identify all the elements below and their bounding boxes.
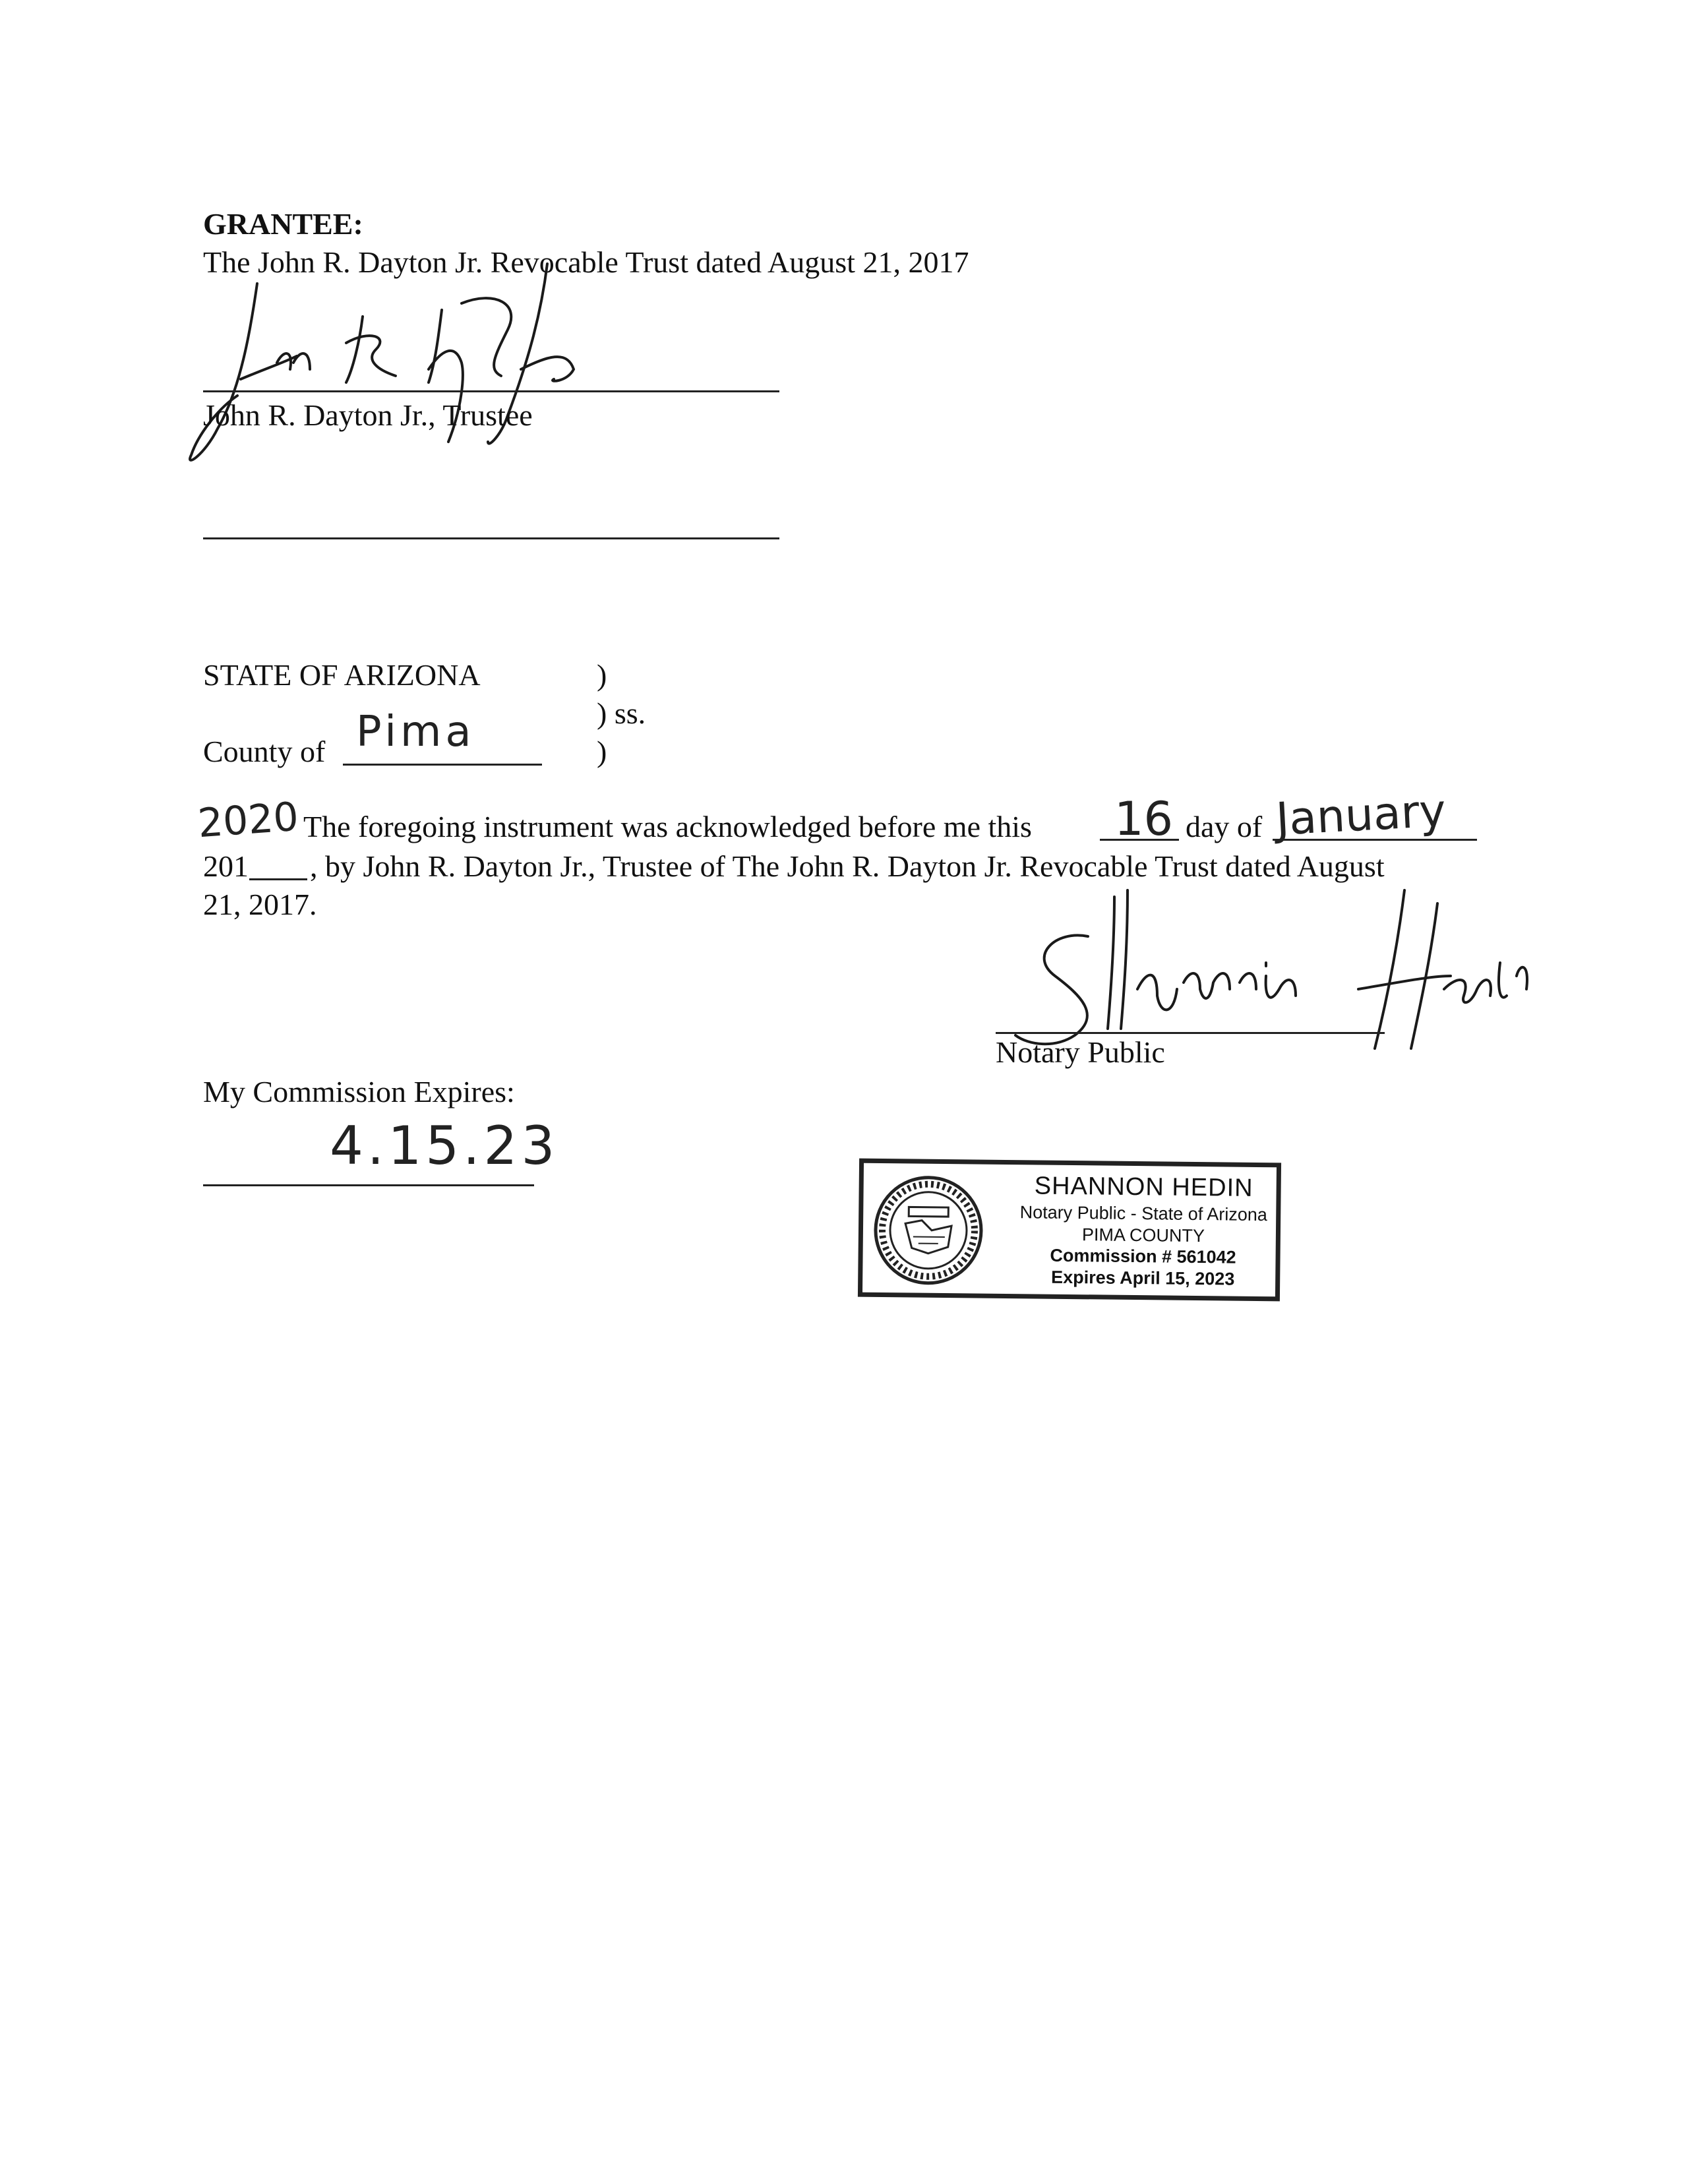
grantee-signature-line xyxy=(203,390,779,392)
venue-ss: ) ss. xyxy=(597,696,646,730)
notary-public-label: Notary Public xyxy=(996,1035,1165,1069)
venue-paren-3: ) xyxy=(597,735,607,768)
state-label: STATE OF ARIZONA xyxy=(203,658,481,692)
venue-paren-1: ) xyxy=(597,658,607,692)
ack-month-line xyxy=(1273,839,1477,841)
commission-label: My Commission Expires: xyxy=(203,1075,515,1108)
grantee-signatory-name: John R. Dayton Jr., Trustee xyxy=(203,398,533,432)
commission-line xyxy=(203,1184,534,1186)
grantee-signature xyxy=(178,264,719,481)
ack-text-1: The foregoing instrument was acknowledged before me this xyxy=(303,810,1032,843)
county-handwritten: Pima xyxy=(356,708,475,756)
ack-day-handwritten: 16 xyxy=(1114,792,1174,846)
ack-month-handwritten: January xyxy=(1275,785,1447,846)
ack-day-line xyxy=(1100,839,1179,841)
notary-stamp xyxy=(858,1159,1281,1302)
stamp-line-1: Notary Public - State of Arizona xyxy=(1019,1201,1268,1225)
stamp-line-4: Expires April 15, 2023 xyxy=(1050,1267,1235,1290)
commission-handwritten: 4.15.23 xyxy=(330,1115,559,1176)
stamp-line-2: PIMA COUNTY xyxy=(1081,1224,1205,1246)
ack-year-handwritten: 2020 xyxy=(196,793,300,847)
grantee-trust-line: The John R. Dayton Jr. Revocable Trust dated August 21, 2017 xyxy=(203,245,969,279)
ack-text-2: day of xyxy=(1186,810,1263,843)
stamp-line-3: Commission # 561042 xyxy=(1050,1246,1236,1268)
stamp-name: SHANNON HEDIN xyxy=(1034,1172,1253,1202)
second-signature-line xyxy=(203,537,779,539)
ack-line2-text: , by John R. Dayton Jr., Trustee of The John R. Dayton Jr. Revocable Trust dated August xyxy=(310,849,1385,883)
county-blank-line xyxy=(343,764,542,766)
ack-year-blank xyxy=(249,878,307,880)
grantee-heading: GRANTEE: xyxy=(203,207,363,241)
state-seal-icon xyxy=(872,1174,985,1287)
ack-line3-text: 21, 2017. xyxy=(203,888,317,921)
county-label: County of xyxy=(203,735,326,768)
ack-line2-prefix: 201 xyxy=(203,849,249,883)
